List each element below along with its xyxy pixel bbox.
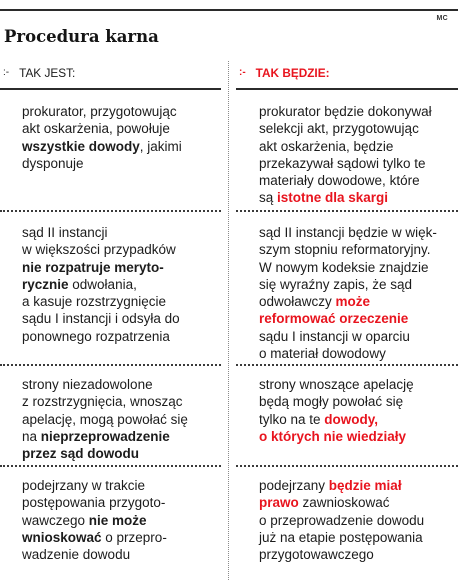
column-header-now bbox=[3, 66, 75, 80]
highlight-text: będzie miał bbox=[328, 478, 402, 493]
column-rule-now bbox=[0, 88, 221, 90]
text-line: o materiał dowodowy bbox=[259, 346, 386, 362]
row-4-will bbox=[259, 477, 458, 563]
text-line: prokurator, przygotowując bbox=[22, 104, 177, 119]
page-title: Procedura karna bbox=[4, 27, 159, 46]
text-line: o przeprowadzenie dowodu bbox=[259, 512, 425, 528]
row-divider bbox=[0, 210, 221, 212]
text-line: sąd II instancji będzie w więk- bbox=[259, 225, 437, 240]
row-1-will bbox=[259, 103, 458, 207]
emphasis-text: wnioskować bbox=[22, 529, 102, 545]
highlight-text: może bbox=[335, 294, 371, 310]
column-label-now: TAK JEST: bbox=[19, 66, 76, 80]
text-line: będą mogły powołać się bbox=[259, 394, 404, 410]
text-line: akt oskarżenia, powołuje bbox=[22, 121, 170, 137]
text-line: przygotowawczego bbox=[259, 547, 374, 563]
column-header-will bbox=[239, 66, 330, 80]
text-line: prokurator będzie dokonywał bbox=[259, 104, 432, 119]
text-fragment: tylko na te bbox=[259, 411, 325, 427]
bullet-icon: :- bbox=[3, 67, 10, 78]
highlight-text: o których nie wiedziały bbox=[259, 428, 407, 444]
text-line: przekazywał sądowi tylko te bbox=[259, 155, 426, 171]
row-3-now bbox=[22, 376, 222, 462]
row-4-now bbox=[22, 477, 222, 563]
emphasis-text: nie rozpatruje meryto- bbox=[22, 259, 164, 275]
column-divider bbox=[228, 61, 229, 580]
emphasis-text: rycznie bbox=[22, 276, 69, 292]
text-line: wadzenie dowodu bbox=[22, 547, 131, 563]
text-line bbox=[22, 512, 222, 529]
highlight-text: dowody, bbox=[324, 411, 379, 427]
highlight-text: istotne dla skargi bbox=[277, 190, 389, 206]
row-1-now bbox=[22, 103, 222, 172]
text-line: materiały dowodowe, które bbox=[259, 173, 420, 189]
highlight-text: reformować orzeczenie bbox=[259, 311, 409, 327]
text-line: się wyraźny zapis, że sąd bbox=[259, 276, 413, 292]
text-line: podejrzany w trakcie bbox=[22, 478, 146, 493]
text-line: szym stopniu reformatoryjny. bbox=[259, 242, 431, 258]
text-line bbox=[22, 138, 222, 155]
column-rule-will bbox=[236, 88, 458, 90]
row-divider bbox=[0, 364, 221, 366]
top-rule bbox=[0, 9, 458, 11]
text-line: sądu I instancji w oparciu bbox=[259, 328, 410, 344]
text-line bbox=[22, 276, 222, 293]
text-line: a kasuje rozstrzygnięcie bbox=[22, 294, 167, 310]
emphasis-text: przez sąd dowodu bbox=[22, 446, 140, 462]
row-divider bbox=[236, 465, 458, 467]
text-line: strony niezadowolone bbox=[22, 377, 153, 392]
text-fragment: odwoławczy bbox=[259, 294, 336, 310]
text-line: ponownego rozpatrzenia bbox=[22, 328, 170, 344]
row-divider bbox=[0, 465, 221, 467]
text-fragment: podejrzany bbox=[259, 478, 329, 493]
text-line: akt oskarżenia, będzie bbox=[259, 138, 394, 154]
text-line: strony wnoszące apelację bbox=[259, 377, 414, 392]
text-line bbox=[22, 259, 222, 276]
text-fragment: odwołania, bbox=[68, 276, 137, 292]
text-line: apelację, mogą powołać się bbox=[22, 411, 188, 427]
row-3-will bbox=[259, 376, 458, 445]
text-line bbox=[22, 529, 222, 546]
text-line: już na etapie postępowania bbox=[259, 529, 423, 545]
text-line: postępowania przygoto- bbox=[22, 495, 166, 511]
text-line: selekcji akt, przygotowując bbox=[259, 121, 419, 137]
text-fragment: zawnioskować bbox=[298, 495, 390, 511]
row-2-now bbox=[22, 224, 222, 345]
text-line bbox=[22, 445, 222, 462]
text-line: w większości przypadków bbox=[22, 242, 176, 258]
text-line bbox=[259, 189, 458, 206]
text-line bbox=[259, 293, 458, 310]
text-fragment: , jakimi bbox=[139, 138, 182, 154]
credit: MC bbox=[436, 15, 448, 22]
text-line bbox=[259, 494, 458, 511]
text-line: dysponuje bbox=[22, 155, 84, 171]
emphasis-text: nie może bbox=[88, 512, 147, 528]
text-line: z rozstrzygnięcia, wnosząc bbox=[22, 394, 183, 410]
text-fragment: są bbox=[259, 190, 278, 206]
emphasis-text: nieprzeprowadzenie bbox=[40, 428, 170, 444]
text-fragment: na bbox=[22, 428, 41, 444]
bullet-icon: :- bbox=[239, 67, 246, 78]
row-divider bbox=[236, 364, 458, 366]
emphasis-text: wszystkie dowody bbox=[22, 138, 140, 154]
highlight-text: prawo bbox=[259, 495, 299, 511]
row-divider bbox=[236, 210, 458, 212]
text-line: sądu I instancji i odsyła do bbox=[22, 311, 180, 327]
text-line bbox=[259, 411, 458, 428]
text-line: sąd II instancji bbox=[22, 225, 108, 240]
text-fragment: o przepro- bbox=[101, 529, 167, 545]
text-fragment: wawczego bbox=[22, 512, 89, 528]
column-label-will: TAK BĘDZIE: bbox=[255, 66, 330, 80]
text-line: W nowym kodeksie znajdzie bbox=[259, 259, 429, 275]
text-line bbox=[22, 428, 222, 445]
text-line bbox=[259, 477, 458, 494]
row-2-will bbox=[259, 224, 458, 362]
